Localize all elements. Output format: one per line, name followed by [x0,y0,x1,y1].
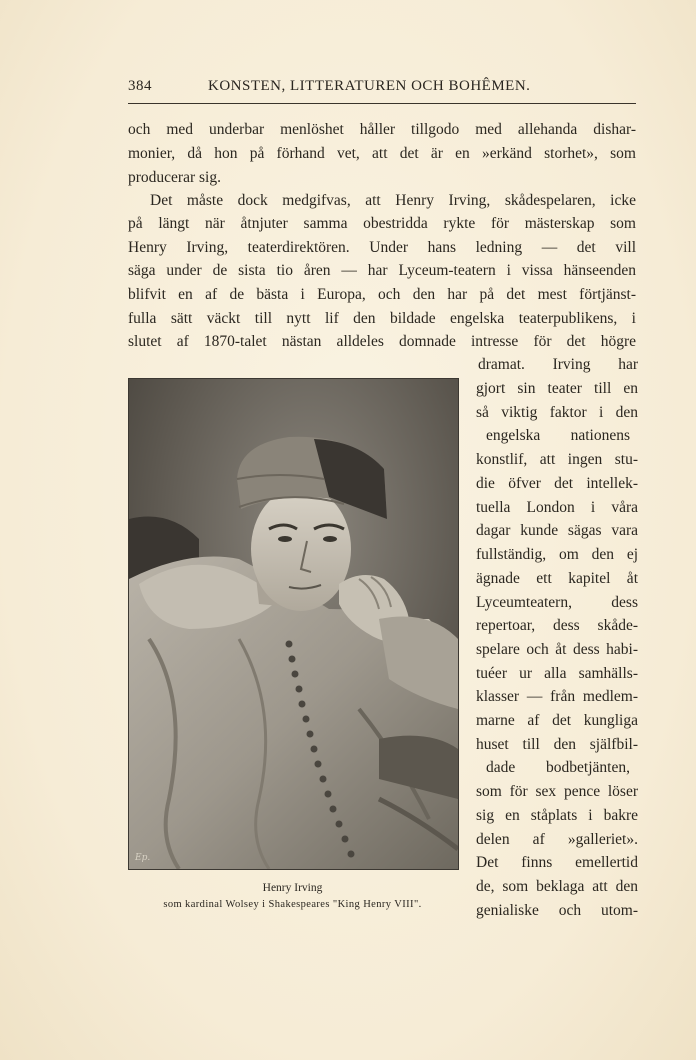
text-line: repertoar, dess skåde- [476,617,638,634]
running-title: KONSTEN, LITTERATUREN OCH BOHÊMEN. [208,78,531,94]
text-line: fulla sätt väckt till nytt lif den bildade engelska teaterpublikens, i [128,310,636,327]
text-line: delen af »galleriet». [476,831,638,848]
text-line: ägnade ett kapitel åt [476,570,638,587]
text-line: tuéer ur alla samhälls- [476,665,638,682]
text-line: die öfver det intellek- [476,475,638,492]
text-line: som för sex pence löser [476,783,638,800]
text-line: Det finns emellertid [476,854,638,871]
page-header [128,76,636,98]
text-line: säga under de sista tio åren — har Lyceum-teatern i vissa hänseenden [128,262,636,279]
text-line: dagar kunde sägas vara [476,522,638,539]
text-line: marne af det kungliga [476,712,638,729]
text-line: Det måste dock medgifvas, att Henry Irving, skådespelaren, icke [150,192,636,209]
text-line: klasser — från medlem- [476,688,638,705]
text-line: Lyceumteatern, dess [476,594,638,611]
text-line: producerar sig. [128,169,221,186]
text-line: så viktig faktor i den [476,404,638,421]
page-number: 384 [128,78,152,94]
text-line: gjort sin teater till en [476,380,638,397]
text-line: blifvit en af de bästa i Europa, och den har på det mest förtjänst- [128,286,636,303]
text-line: dade bodbetjänten, [486,759,630,776]
text-line: fullständig, om den ej [476,546,638,563]
text-line: slutet af 1870-talet nästan alldeles domnade intresse för det högre [128,333,636,350]
text-line: sig en ståplats i bakre [476,807,638,824]
text-line: och med underbar menlöshet håller tillgodo med allehanda dishar- [128,121,636,138]
text-line: genialiske och utom- [476,902,638,919]
text-line: på längt när åtnjuter samma obestridda rykte för mästerskap som [128,215,636,232]
text-line: tuella London i våra [476,499,638,516]
text-line: de, som beklaga att den [476,878,638,895]
text-line: huset till den själfbil- [476,736,638,753]
figure-caption-subtitle: som kardinal Wolsey i Shakespeares "King Henry VIII". [163,899,422,910]
figure-caption-title: Henry Irving [262,882,323,894]
text-line: konstlif, att ingen stu- [476,451,638,468]
text-line: monier, då hon på förhand vet, att det är en »erkänd storhet», som [128,145,636,162]
text-line: engelska nationens [486,427,630,444]
engraver-signature: Ep. [135,853,151,863]
text-line: dramat. Irving har [478,356,638,373]
text-line: spelare och åt dess habi- [476,641,638,658]
text-line: Henry Irving, teaterdirektören. Under hans ledning — det vill [128,239,636,256]
portrait-illustration [129,379,458,869]
header-rule [128,103,636,104]
portrait-photograph [128,378,459,870]
